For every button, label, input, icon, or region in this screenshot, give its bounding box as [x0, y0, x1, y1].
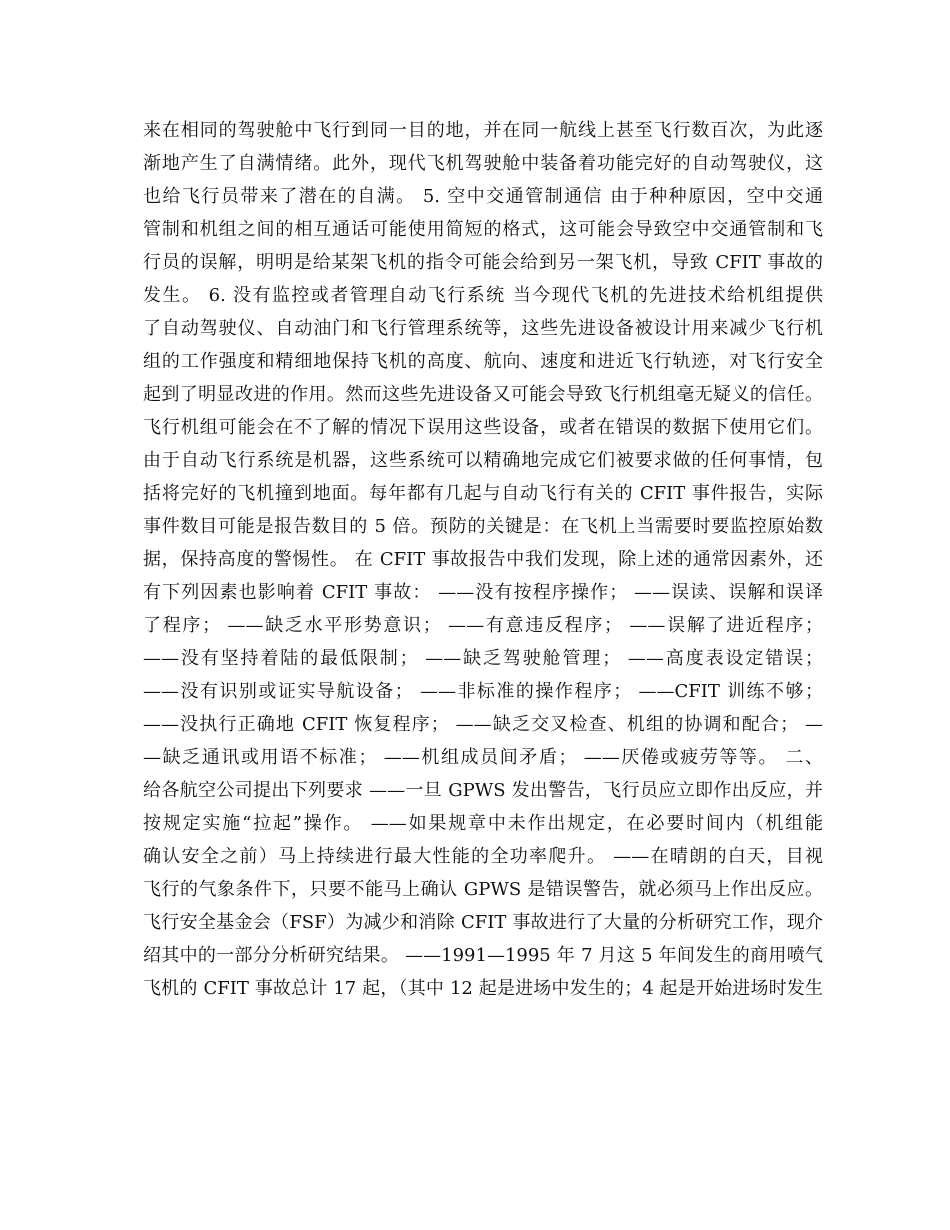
- text-line: 渐地产生了自满情绪。此外，现代飞机驾驶舱中装备着功能完好的自动驾驶仪，这: [143, 153, 823, 174]
- text-line: 起到了明显改进的作用。然而这些先进设备又可能会导致飞行机组毫无疑义的信任。: [143, 384, 823, 405]
- text-line: 组的工作强度和精细地保持飞机的高度、航向、速度和进近飞行轨迹，对飞行安全: [143, 351, 823, 372]
- text-line: 来在相同的驾驶舱中飞行到同一目的地，并在同一航线上甚至飞行数百次，为此逐: [143, 120, 823, 141]
- text-line: 飞机的 CFIT 事故总计 17 起，（其中 12 起是进场中发生的；4 起是开始进场时发生: [143, 978, 823, 999]
- text-line: 管制和机组之间的相互通话可能使用简短的格式，这可能会导致空中交通管制和飞: [143, 219, 823, 240]
- text-line: 了程序； ——缺乏水平形势意识； ——有意违反程序； ——误解了进近程序；: [143, 615, 823, 636]
- text-line: 飞行安全基金会（FSF）为减少和消除 CFIT 事故进行了大量的分析研究工作，现介: [143, 912, 823, 933]
- text-line: 由于自动飞行系统是机器，这些系统可以精确地完成它们被要求做的任何事情，包: [143, 450, 823, 471]
- text-line: 确认安全之前）马上持续进行最大性能的全功率爬升。 ——在晴朗的白天，目视: [143, 846, 823, 867]
- text-line: 也给飞行员带来了潜在的自满。 5. 空中交通管制通信 由于种种原因，空中交通: [143, 186, 823, 207]
- text-line: 给各航空公司提出下列要求 ——一旦 GPWS 发出警告，飞行员应立即作出反应，并: [143, 780, 823, 801]
- text-line: 飞行机组可能会在不了解的情况下误用这些设备，或者在错误的数据下使用它们。: [143, 417, 823, 438]
- text-line: 发生。 6. 没有监控或者管理自动飞行系统 当今现代飞机的先进技术给机组提供: [143, 285, 823, 306]
- text-line: 事件数目可能是报告数目的 5 倍。预防的关键是：在飞机上当需要时要监控原始数: [143, 516, 823, 537]
- text-line: 括将完好的飞机撞到地面。每年都有几起与自动飞行有关的 CFIT 事件报告，实际: [143, 483, 823, 504]
- text-line: ——没有坚持着陆的最低限制； ——缺乏驾驶舱管理； ——高度表设定错误；: [143, 648, 823, 669]
- text-line: 有下列因素也影响着 CFIT 事故： ——没有按程序操作； ——误读、误解和误译: [143, 582, 823, 603]
- text-line: 了自动驾驶仪、自动油门和飞行管理系统等，这些先进设备被设计用来减少飞行机: [143, 318, 823, 339]
- text-line: 行员的误解，明明是给某架飞机的指令可能会给到另一架飞机，导致 CFIT 事故的: [143, 252, 823, 273]
- text-line: 飞行的气象条件下，只要不能马上确认 GPWS 是错误警告，就必须马上作出反应。: [143, 879, 823, 900]
- text-line: 按规定实施“拉起”操作。 ——如果规章中未作出规定，在必要时间内（机组能: [143, 813, 823, 834]
- text-line: 绍其中的一部分分析研究结果。 ——1991—1995 年 7 月这 5 年间发生的商用喷气: [143, 945, 823, 966]
- text-line: —缺乏通讯或用语不标准； ——机组成员间矛盾； ——厌倦或疲劳等等。 二、: [143, 747, 823, 768]
- body-text: [143, 114, 823, 1005]
- text-line: 据，保持高度的警惕性。 在 CFIT 事故报告中我们发现，除上述的通常因素外，还: [143, 549, 823, 570]
- text-line: ——没有识别或证实导航设备； ——非标准的操作程序； ——CFIT 训练不够；: [143, 681, 823, 702]
- text-line: ——没执行正确地 CFIT 恢复程序； ——缺乏交叉检查、机组的协调和配合； —: [143, 714, 823, 735]
